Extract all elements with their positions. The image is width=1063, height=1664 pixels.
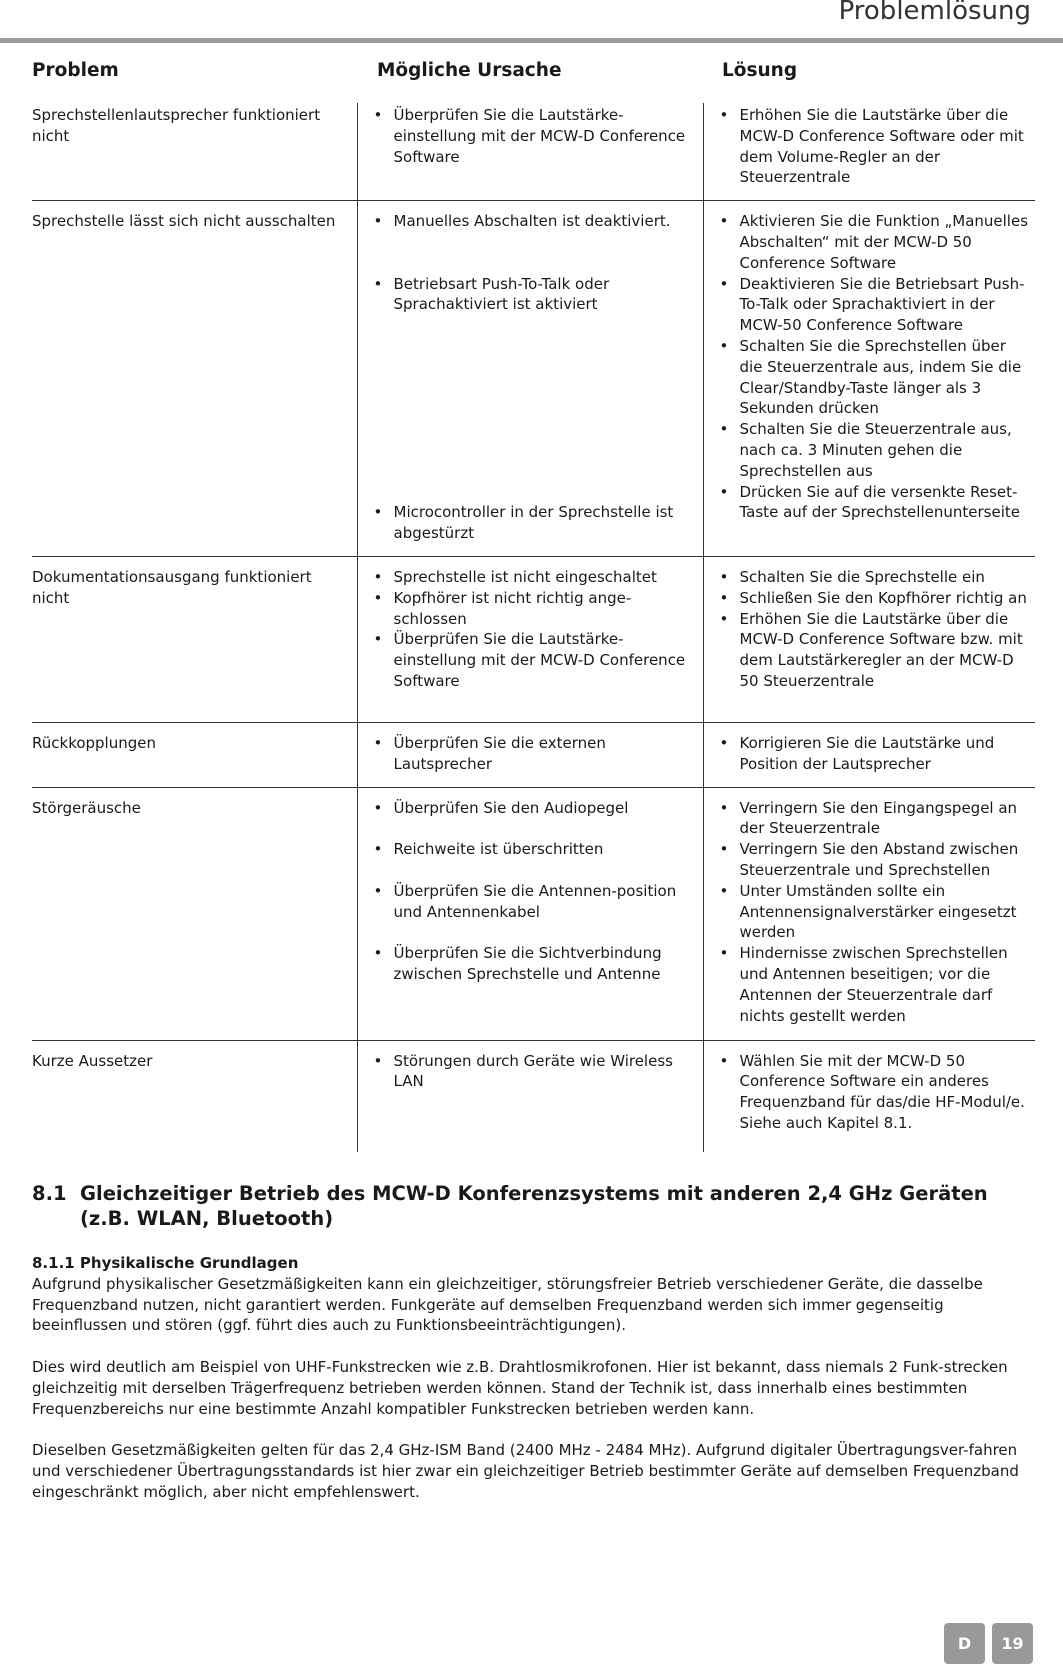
cause-cell <box>357 787 703 1040</box>
table-row <box>32 103 1035 201</box>
cause-item: • Kopfhörer ist nicht richtig ange-schlossen <box>374 588 697 630</box>
page-number-badge: 19 <box>992 1623 1033 1664</box>
section-number: 8.1 <box>32 1182 67 1205</box>
solution-item: • Schalten Sie die Sprechstelle ein <box>720 567 1030 588</box>
paragraph: Dies wird deutlich am Beispiel von UHF-Funkstrecken wie z.B. Drahtlosmikrofonen. Hier ist bekannt, dass niemals 2 Funk-strecken gleichzeitig mit derselben Trägerfrequenz betrieben werden können. Stand der Technik ist, dass innerhalb eines bestimmten Frequenzbereichs nur eine bestimmte Anzahl kompatibler Funkstrecken betrieben werden kann. <box>32 1357 1008 1418</box>
cause-cell <box>357 201 703 557</box>
solution-cell <box>703 1040 1035 1152</box>
solution-cell <box>703 103 1035 201</box>
solution-item: • Drücken Sie auf die versenkte Reset-Taste auf der Sprechstellenunterseite <box>720 482 1030 524</box>
header-rule <box>0 38 1063 43</box>
paragraph: Aufgrund physikalischer Gesetzmäßigkeiten kann ein gleichzeitiger, störungsfreier Betrieb verschiedener Geräte, die dasselbe Frequenzband nutzen, nicht garantiert werden. Funkgeräte auf demselben Frequenzband werden sich immer gegenseitig beeinflussen und stören (ggf. führt dies auch zu Funktionsbeeinträchtigungen). <box>32 1274 983 1335</box>
problem-cell: Kurze Aussetzer <box>32 1051 153 1070</box>
solution-item: • Verringern Sie den Abstand zwischen Steuerzentrale und Sprechstellen <box>720 839 1030 881</box>
solution-item: • Aktivieren Sie die Funktion „Manuelles Abschalten“ mit der MCW-D 50 Conference Software <box>720 211 1030 273</box>
table-row <box>32 787 1035 1040</box>
section-title-line2: (z.B. WLAN, Bluetooth) <box>80 1207 334 1230</box>
problem-cell: Störgeräusche <box>32 798 141 817</box>
section-heading <box>32 1181 988 1231</box>
solution-cell <box>703 787 1035 1040</box>
section-body <box>32 1253 1032 1523</box>
problem-cell: Rückkopplungen <box>32 733 156 752</box>
solution-item: • Erhöhen Sie die Lautstärke über die MCW-D Conference Software oder mit dem Volume-Regler an der Steuerzentrale <box>720 105 1030 188</box>
subheading: 8.1.1 Physikalische Grundlagen <box>32 1254 299 1272</box>
table-row <box>32 556 1035 722</box>
cause-item: • Manuelles Abschalten ist deaktiviert. <box>374 211 697 232</box>
solution-item: • Deaktivieren Sie die Betriebsart Push-To-Talk oder Sprachaktiviert in der MCW-50 Conference Software <box>720 274 1030 336</box>
column-header-cause: Mögliche Ursache <box>377 60 562 81</box>
cause-cell <box>357 103 703 201</box>
cause-item: • Störungen durch Geräte wie Wireless LAN <box>374 1051 697 1093</box>
table-row <box>32 722 1035 787</box>
solution-item: • Erhöhen Sie die Lautstärke über die MCW-D Conference Software bzw. mit dem Lautstärkeregler an der MCW-D 50 Steuerzentrale <box>720 609 1030 692</box>
cause-item: • Überprüfen Sie den Audiopegel <box>374 798 697 819</box>
solution-item: • Wählen Sie mit der MCW-D 50 Conference Software ein anderes Frequenzband für das/die HF-Modul/e. Siehe auch Kapitel 8.1. <box>720 1051 1030 1134</box>
section-title: Gleichzeitiger Betrieb des MCW-D Konferenzsystems mit anderen 2,4 GHz Geräten <box>80 1182 988 1205</box>
table-row <box>32 1040 1035 1152</box>
cause-item: • Sprechstelle ist nicht eingeschaltet <box>374 567 697 588</box>
column-header-problem: Problem <box>32 60 119 81</box>
cause-cell <box>357 556 703 722</box>
solution-item: • Verringern Sie den Eingangspegel an der Steuerzentrale <box>720 798 1030 840</box>
cause-item: • Reichweite ist überschritten <box>374 839 697 860</box>
solution-item: • Hindernisse zwischen Sprechstellen und Antennen beseitigen; vor die Antennen der Steuerzentrale darf nichts gestellt werden <box>720 943 1030 1026</box>
cause-item: • Microcontroller in der Sprechstelle ist abgestürzt <box>374 502 697 544</box>
problem-cell: Sprechstelle lässt sich nicht ausschalten <box>32 212 336 231</box>
problem-cell: Dokumentationsausgang funktioniert nicht <box>32 567 312 607</box>
solution-cell <box>703 722 1035 787</box>
cause-cell <box>357 1040 703 1152</box>
troubleshooting-table <box>32 103 1035 1152</box>
solution-cell <box>703 201 1035 557</box>
solution-item: • Korrigieren Sie die Lautstärke und Position der Lautsprecher <box>720 733 1030 775</box>
solution-item: • Schließen Sie den Kopfhörer richtig an <box>720 588 1030 609</box>
cause-item: • Überprüfen Sie die externen Lautsprecher <box>374 733 697 775</box>
cause-item: • Überprüfen Sie die Antennen-position und Antennenkabel <box>374 881 697 923</box>
paragraph: Dieselben Gesetzmäßigkeiten gelten für das 2,4 GHz-ISM Band (2400 MHz - 2484 MHz). Aufgrund digitaler Übertragungsver-fahren und verschiedener Übertragungsstandards ist hier zwar ein gleichzeitiger Betrieb bestimmter Geräte auf demselben Frequenzband eingeschränkt möglich, aber nicht empfehlenswert. <box>32 1441 1019 1501</box>
page-header-title: Problemlösung <box>838 0 1031 26</box>
cause-item: • Überprüfen Sie die Sichtverbindung zwischen Sprechstelle und Antenne <box>374 943 697 985</box>
solution-item: • Unter Umständen sollte ein Antennensignalverstärker eingesetzt werden <box>720 881 1030 943</box>
table-row <box>32 201 1035 557</box>
cause-item: • Überprüfen Sie die Lautstärke-einstellung mit der MCW-D Conference Software <box>374 105 697 167</box>
solution-item: • Schalten Sie die Sprechstellen über die Steuerzentrale aus, indem Sie die Clear/Standby-Taste länger als 3 Sekunden drücken <box>720 336 1030 419</box>
solution-cell <box>703 556 1035 722</box>
cause-cell <box>357 722 703 787</box>
solution-item: • Schalten Sie die Steuerzentrale aus, nach ca. 3 Minuten gehen die Sprechstellen aus <box>720 419 1030 481</box>
cause-item: • Betriebsart Push-To-Talk oder Sprachaktiviert ist aktiviert <box>374 274 697 316</box>
problem-cell: Sprechstellenlautsprecher funktioniert nicht <box>32 106 321 145</box>
language-badge: D <box>944 1623 985 1664</box>
column-header-solution: Lösung <box>722 60 798 81</box>
cause-item: • Überprüfen Sie die Lautstärke-einstellung mit der MCW-D Conference Software <box>374 629 697 691</box>
